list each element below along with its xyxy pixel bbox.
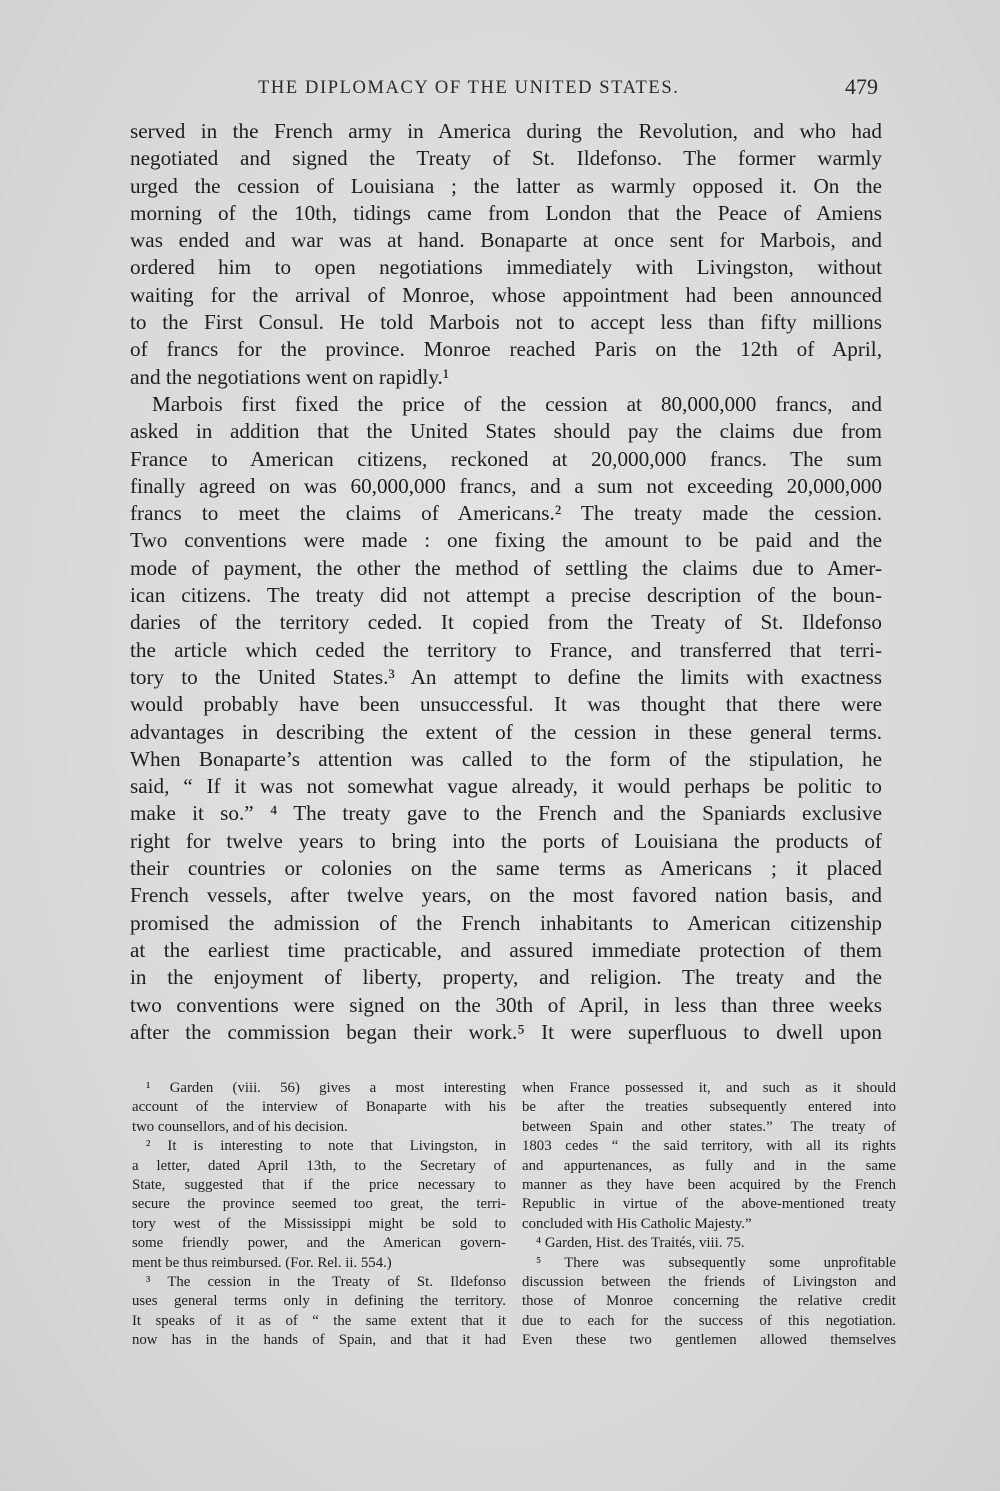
footnote-line: and appurtenances, as fully and in the same	[522, 1157, 896, 1174]
body-line: in the enjoyment of liberty, property, and religion. The treaty and the	[130, 965, 882, 990]
body-line: asked in addition that the United States should pay the claims due from	[130, 419, 882, 444]
body-line: waiting for the arrival of Monroe, whose appointment had been announced	[130, 282, 882, 307]
body-line: France to American citizens, reckoned at 20,000,000 francs. The sum	[130, 446, 882, 471]
body-line: advantages in describing the extent of the cession in these general terms.	[130, 719, 882, 744]
body-line: and the negotiations went on rapidly.¹	[130, 364, 450, 389]
body-line: urged the cession of Louisiana ; the latter as warmly opposed it. On the	[130, 173, 882, 198]
footnote-line: ³ The cession in the Treaty of St. Ildefonso	[146, 1273, 506, 1290]
body-line: finally agreed on was 60,000,000 francs, and a sum not exceeding 20,000,000	[130, 473, 882, 498]
footnote-line: tory west of the Mississippi might be sold to	[132, 1215, 506, 1232]
footnote-line: when France possessed it, and such as it should	[522, 1080, 896, 1096]
footnote-line: Republic in virtue of the above-mentioned treaty	[522, 1196, 896, 1213]
body-line: at the earliest time practicable, and assured immediate protection of them	[130, 937, 882, 962]
footnote-line: concluded with His Catholic Majesty.”	[522, 1215, 752, 1232]
body-line: ican citizens. The treaty did not attempt a precise description of the boun-	[130, 583, 882, 608]
footnote-line: some friendly power, and the American govern-	[132, 1235, 506, 1252]
body-line: mode of payment, the other the method of settling the claims due to Amer-	[130, 555, 882, 580]
footnote-line: those of Monroe concerning the relative credit	[522, 1293, 896, 1310]
footnote-line: manner as they have been acquired by the French	[522, 1176, 896, 1193]
footnotes-left-column	[132, 1079, 506, 1350]
footnote-line: two counsellors, and of his decision.	[132, 1118, 348, 1135]
footnote-line: discussion between the friends of Livingston and	[522, 1273, 896, 1290]
footnote-line: secure the province seemed too great, the terri-	[132, 1196, 506, 1213]
page-number: 479	[845, 74, 878, 99]
footnote-line: ⁴ Garden, Hist. des Traités, viii. 75.	[536, 1235, 745, 1252]
body-line: was ended and war was at hand. Bonaparte at once sent for Marbois, and	[130, 228, 882, 253]
footnote-line: due to each for the success of this negotiation.	[522, 1312, 896, 1329]
footnote-line: ⁵ There was subsequently some unprofitable	[536, 1254, 896, 1271]
body-line: French vessels, after twelve years, on the most favored nation basis, and	[130, 883, 882, 908]
footnote-line: account of the interview of Bonaparte with his	[132, 1099, 506, 1116]
footnote-line: ment be thus reimbursed. (For. Rel. ii. 554.)	[132, 1254, 392, 1271]
footnote-line: uses general terms only in defining the territory.	[132, 1293, 506, 1310]
body-text	[130, 118, 882, 1046]
body-line: their countries or colonies on the same terms as Americans ; it placed	[130, 856, 882, 881]
body-line: of francs for the province. Monroe reached Paris on the 12th of April,	[130, 337, 882, 362]
footnote-line: It speaks of it as of “ the same extent that it	[132, 1312, 506, 1329]
body-line: Two conventions were made : one fixing the amount to be paid and the	[130, 528, 882, 553]
footnote-line: ¹ Garden (viii. 56) gives a most interesting	[146, 1080, 506, 1096]
body-line: the article which ceded the territory to France, and transferred that terri-	[130, 637, 882, 662]
footnote-line: between Spain and other states.” The treaty of	[522, 1118, 896, 1135]
body-line: make it so.” ⁴ The treaty gave to the French and the Spaniards exclusive	[130, 801, 882, 826]
footnotes-right-column	[522, 1079, 896, 1350]
body-line: morning of the 10th, tidings came from London that the Peace of Amiens	[130, 200, 882, 225]
footnote-line: be after the treaties subsequently entered into	[522, 1099, 896, 1116]
running-title: THE DIPLOMACY OF THE UNITED STATES.	[258, 78, 680, 98]
footnote-line: 1803 cedes “ the said territory, with all its rights	[522, 1138, 896, 1155]
body-line: tory to the United States.³ An attempt to define the limits with exactness	[130, 664, 882, 689]
body-line: When Bonaparte’s attention was called to the form of the stipulation, he	[130, 746, 882, 771]
footnote-line: State, suggested that if the price necessary to	[132, 1176, 506, 1193]
footnote-line: a letter, dated April 13th, to the Secretary of	[132, 1157, 506, 1174]
body-line: served in the French army in America during the Revolution, and who had	[130, 119, 882, 143]
body-line: ordered him to open negotiations immediately with Livingston, without	[130, 255, 882, 280]
body-line: right for twelve years to bring into the ports of Louisiana the products of	[130, 828, 882, 853]
body-line: francs to meet the claims of Americans.² The treaty made the cession.	[130, 501, 882, 526]
body-line: promised the admission of the French inhabitants to American citizenship	[130, 910, 882, 935]
footnote-line: ² It is interesting to note that Livingston, in	[146, 1138, 506, 1155]
body-line: two conventions were signed on the 30th of April, in less than three weeks	[130, 992, 882, 1017]
body-line: after the commission began their work.⁵ It were superfluous to dwell upon	[130, 1019, 882, 1044]
body-line: Marbois first fixed the price of the cession at 80,000,000 francs, and	[152, 391, 882, 416]
body-line: to the First Consul. He told Marbois not to accept less than fifty millions	[130, 310, 882, 335]
footnote-line: Even these two gentlemen allowed themselves	[522, 1332, 896, 1349]
body-line: said, “ If it was not somewhat vague already, it would perhaps be politic to	[130, 774, 882, 799]
footnote-line: now has in the hands of Spain, and that it had	[132, 1332, 506, 1349]
body-line: negotiated and signed the Treaty of St. Ildefonso. The former warmly	[130, 146, 882, 171]
page-header	[130, 74, 880, 104]
body-line: would probably have been unsuccessful. It was thought that there were	[130, 692, 882, 717]
body-line: daries of the territory ceded. It copied from the Treaty of St. Ildefonso	[130, 610, 882, 635]
